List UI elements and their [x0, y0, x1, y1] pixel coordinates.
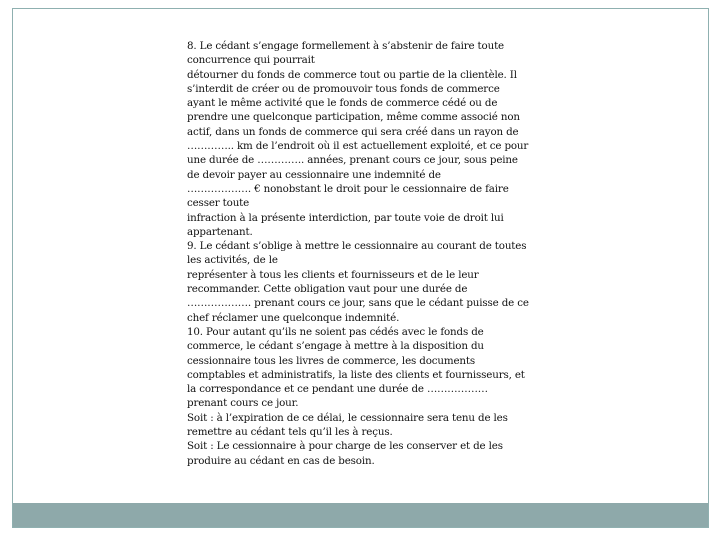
text-line: les activités, de le [187, 254, 278, 267]
text-line: prenant cours ce jour. [187, 397, 299, 410]
text-line: appartenant. [187, 225, 253, 238]
text-line: ………………. € nonobstant le droit pour le cessionnaire de faire [187, 182, 509, 195]
text-line: recommander. Cette obligation vaut pour une durée de [187, 283, 468, 296]
text-line: s’interdit de créer ou de promouvoir tous fonds de commerce [187, 82, 500, 95]
text-line: une durée de ………….. années, prenant cours ce jour, sous peine [187, 154, 518, 167]
text-line: actif, dans un fonds de commerce qui sera créé dans un rayon de [187, 125, 519, 138]
text-line: produire au cédant en cas de besoin. [187, 454, 375, 467]
text-line: détourner du fonds de commerce tout ou partie de la clientèle. Il [187, 68, 517, 81]
text-line: ayant le même activité que le fonds de commerce cédé ou de [187, 97, 498, 110]
text-line: infraction à la présente interdiction, par toute voie de droit lui [187, 211, 504, 224]
text-line: ………….. km de l’endroit où il est actuellement exploité, et ce pour [187, 140, 529, 153]
text-line: comptables et administratifs, la liste des clients et fournisseurs, et [187, 368, 525, 381]
text-line: concurrence qui pourrait [187, 54, 315, 67]
text-line: 9. Le cédant s’oblige à mettre le cessionnaire au courant de toutes [187, 240, 527, 253]
text-line: de devoir payer au cessionnaire une indemnité de [187, 168, 441, 181]
text-line: la correspondance et ce pendant une durée de ……………… [187, 383, 488, 396]
text-line: chef réclamer une quelconque indemnité. [187, 311, 400, 324]
text-line: remettre au cédant tels qu’il les à reçus. [187, 426, 393, 439]
footer-bar [13, 503, 708, 527]
text-line: 10. Pour autant qu’ils ne soient pas cédés avec le fonds de [187, 325, 484, 338]
text-line: commerce, le cédant s’engage à mettre à la disposition du [187, 340, 484, 353]
slide-frame [12, 8, 709, 528]
text-line: cesser toute [187, 197, 250, 210]
contract-clauses-text [187, 39, 539, 468]
text-line: Soit : à l’expiration de ce délai, le cessionnaire sera tenu de les [187, 411, 508, 424]
text-line: Soit : Le cessionnaire à pour charge de les conserver et de les [187, 440, 503, 453]
text-line: prendre une quelconque participation, même comme associé non [187, 111, 520, 124]
text-line: représenter à tous les clients et fournisseurs et de le leur [187, 268, 479, 281]
text-line: ………………. prenant cours ce jour, sans que le cédant puisse de ce [187, 297, 529, 310]
text-line: 8. Le cédant s’engage formellement à s’abstenir de faire toute [187, 40, 505, 52]
text-line: cessionnaire tous les livres de commerce, les documents [187, 354, 476, 367]
